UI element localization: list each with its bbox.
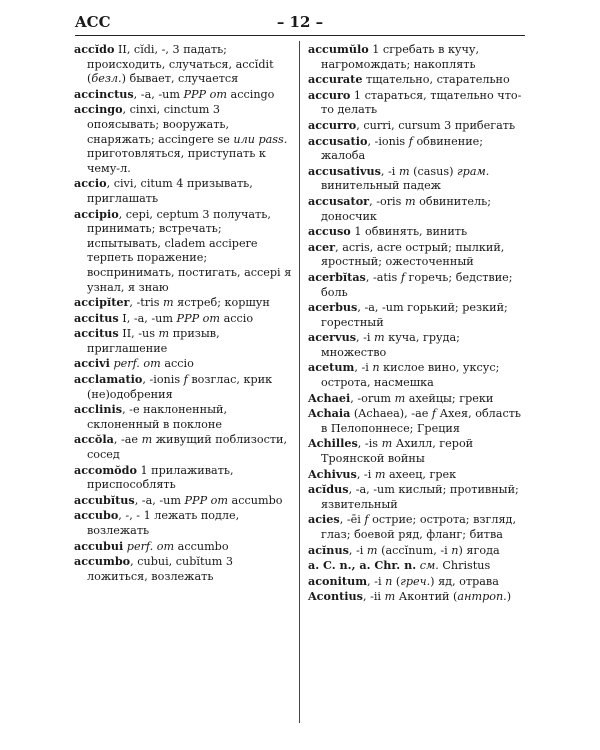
right-column — [308, 42, 526, 605]
dictionary-entry: accitus I, -a, -um PPP от accio — [74, 310, 254, 325]
dictionary-entry: accŏla, -ae m живущий поблизости, сосед — [74, 432, 288, 462]
dictionary-entry: accusatio, -ionis f обвинение; жалоба — [308, 133, 484, 163]
dictionary-entry: acĭnus, -i m (accĭnum, -i n) ягода — [308, 542, 500, 557]
dictionary-entry: acclamatio, -ionis f возглас, крик (не)одобрения — [74, 372, 273, 401]
dictionary-entry: accuso 1 обвинять, винить — [308, 224, 468, 239]
dictionary-entry: accipio, cepi, ceptum 3 получать, принимать; встречать; испытывать, cladem accipere терпеть поражение; воспринимать, постигать, accepi я узнал, я знаю — [74, 206, 292, 294]
dictionary-entry: acer, acris, acre острый; пылкий, яростный; ожесточенный — [308, 239, 505, 269]
dictionary-entry: acĭdus, -a, -um кислый; противный; язвительный — [308, 482, 519, 511]
dictionary-entry: a. C. n., a. Chr. n. см. Christus — [308, 558, 491, 573]
dictionary-entry: acies, -ēi f острие; острота; взгляд, глаз; боевой ряд, фланг; битва — [308, 512, 517, 541]
dictionary-entry: accumŭlo 1 сгребать в кучу, нагромождать; накоплять — [308, 42, 480, 71]
dictionary-entry: accĭdo II, cĭdi, -, 3 падать; происходить, случаться, accĭdit (безл.) бывает, случается — [74, 42, 274, 86]
dictionary-entry: accubui perf. от accumbo — [74, 538, 229, 553]
column-divider — [299, 41, 300, 723]
guide-word: ACC — [75, 13, 111, 31]
page-header — [75, 10, 525, 34]
dictionary-entry: accurro, curri, cursum 3 прибегать — [308, 117, 516, 132]
dictionary-entry: Achaia (Achaea), -ae f Ахея, область в Пелопоннесе; Греция — [308, 406, 522, 435]
dictionary-entry: accurate тщательно, старательно — [308, 72, 510, 87]
dictionary-entry: accubo, -, - 1 лежать подле, возлежать — [74, 508, 240, 537]
dictionary-entry: acerbus, -a, -um горький; резкий; горестный — [308, 300, 508, 329]
dictionary-entry: accinctus, -a, -um PPP от accingo — [74, 86, 275, 101]
dictionary-entry: acetum, -i n кислое вино, уксус; острота, насмешка — [308, 360, 500, 390]
dictionary-entry: Achivus, -i m ахеец, грек — [308, 466, 457, 481]
dictionary-entry: acclinis, -e наклоненный, склоненный в поклоне — [74, 402, 227, 431]
dictionary-entry: accomŏdo 1 прилаживать, приспособлять — [74, 462, 234, 492]
dictionary-entry: accipĭter, -tris m ястреб; коршун — [74, 295, 270, 310]
dictionary-entry: accuro 1 стараться, тщательно что-то делать — [308, 87, 522, 117]
dictionary-entry: accumbo, cubui, cubĭtum 3 ложиться, возлежать — [74, 554, 233, 583]
dictionary-entry: accio, civi, citum 4 призывать, приглашать — [74, 176, 253, 205]
dictionary-entry: Achaei, -orum m ахейцы; греки — [308, 390, 494, 405]
dictionary-entry: accusator, -oris m обвинитель; доносчик — [308, 193, 492, 223]
left-column — [74, 42, 292, 584]
dictionary-entry: Achilles, -is m Ахилл, герой Троянской войны — [308, 436, 474, 466]
dictionary-entry: acerbĭtas, -atis f горечь; бедствие; боль — [308, 269, 513, 299]
dictionary-entry: accusativus, -i m (casus) грам. винительный падеж — [308, 163, 490, 193]
dictionary-entry: Acontius, -ii m Аконтий (антроп.) — [308, 589, 512, 604]
dictionary-entry: aconitum, -i n (греч.) яд, отрава — [308, 573, 499, 588]
dictionary-entry: acervus, -i m куча, груда; множество — [308, 330, 460, 359]
dictionary-entry: accivi perf. от accio — [74, 356, 194, 371]
dictionary-entry: accitus II, -us m призыв, приглашение — [74, 326, 220, 355]
dictionary-entry: accingo, cinxi, cinctum 3 опоясывать; вооружать, снаряжать; accingere se или pass. приготовляться, приступать к чему-л. — [74, 102, 288, 175]
header-rule — [75, 35, 525, 36]
dictionary-entry: accubĭtus, -a, -um PPP от accumbo — [74, 492, 283, 507]
page-number: – 12 – — [276, 13, 324, 31]
